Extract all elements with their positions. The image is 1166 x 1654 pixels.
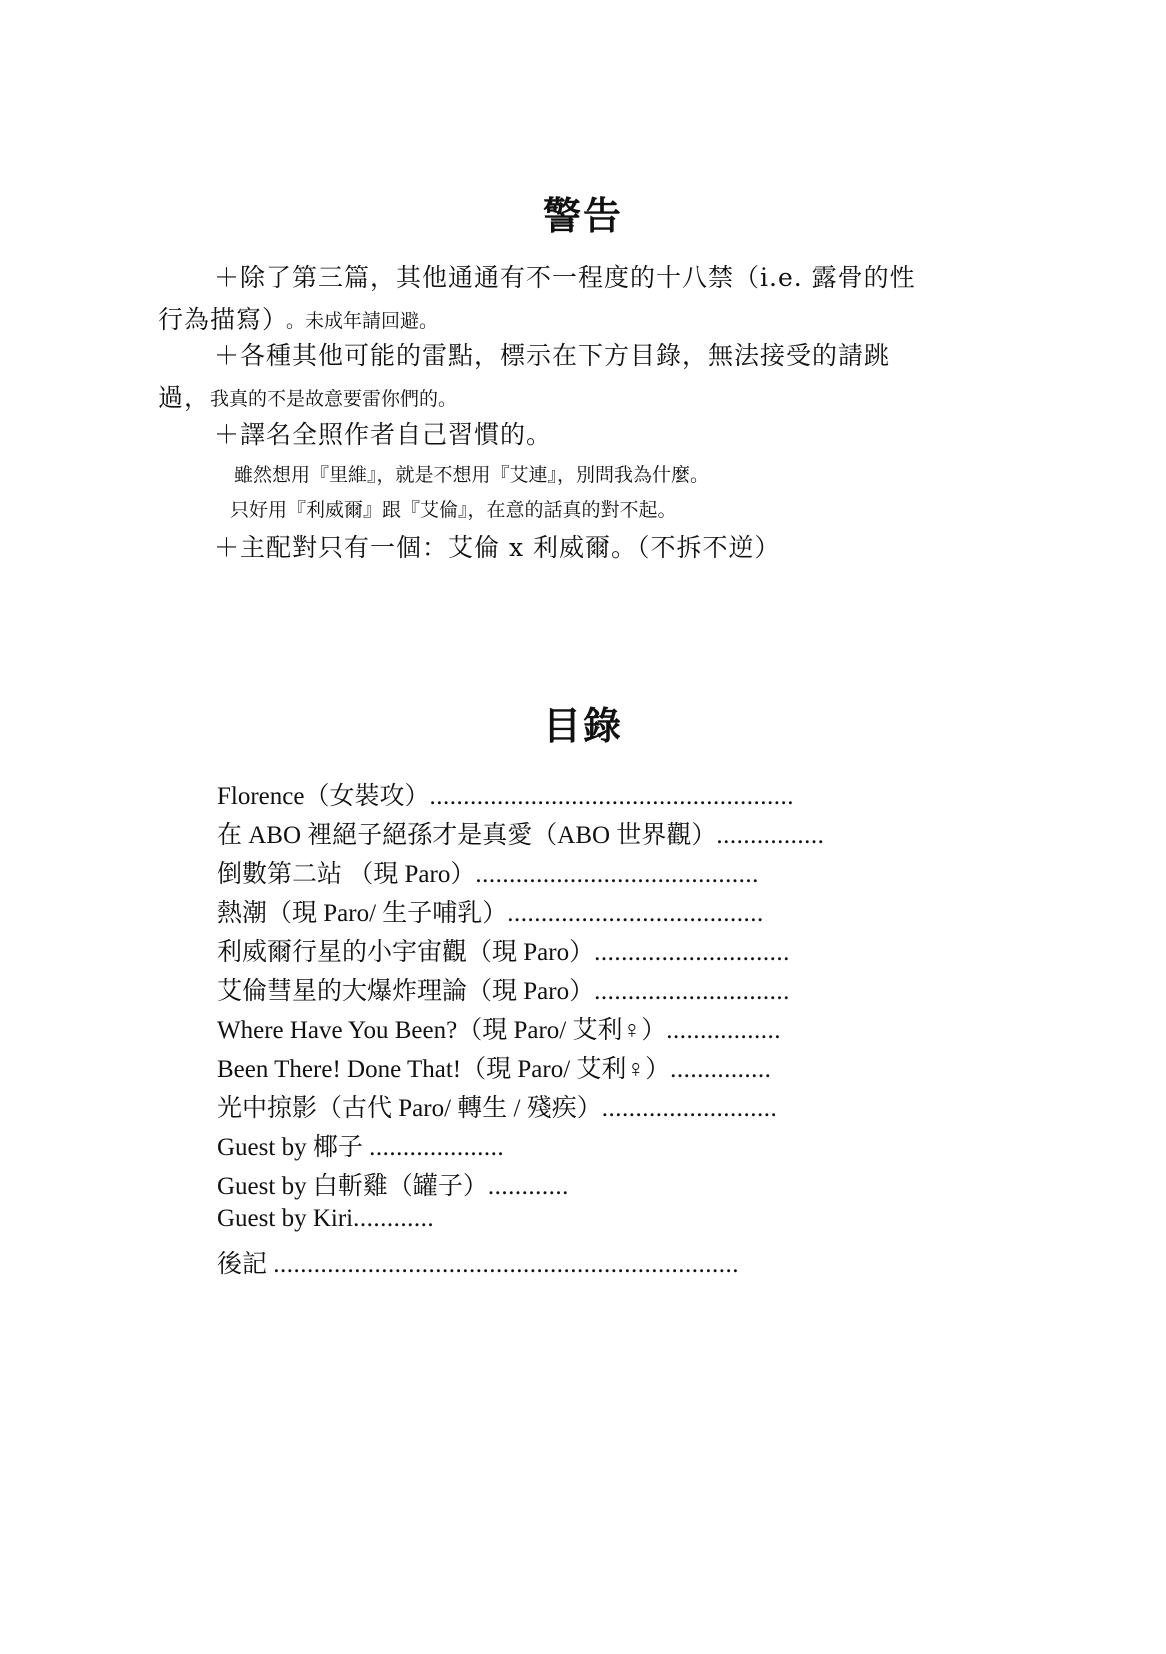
toc-item[interactable] [217,1088,777,1124]
toc-item[interactable] [217,815,824,851]
toc-item-leader: .......................... [601,1095,778,1122]
toc-item-leader: ............... [670,1056,772,1083]
toc-item-label: Guest by 白斬雞（罐子） [217,1173,488,1200]
toc-item[interactable] [217,893,764,929]
toc-item-label: 利威爾行星的小宇宙觀（現 Paro） [217,939,595,966]
toc-item-label: Guest by 椰子 [217,1134,370,1161]
warning-line: 只好用『利威爾』跟『艾倫』，在意的話真的對不起。 [230,499,677,521]
toc-title: 目錄 [542,704,623,748]
toc-item-label: 倒數第二站 （現 Paro） [217,861,476,888]
toc-item-label: Where Have You Been?（現 Paro/ 艾利♀） [217,1017,667,1044]
toc-item-leader: ..................................................................... [273,1251,740,1278]
warning-line: 過， [158,383,211,412]
toc-item[interactable] [217,854,759,890]
toc-item[interactable] [217,1010,781,1046]
toc-item-label: 後記 [217,1251,274,1278]
warning-line: ＋主配對只有一個：艾倫 x 利威爾。（不拆不逆） [214,533,781,562]
toc-item-label: 光中掠影（古代 Paro/ 轉生 / 殘疾） [217,1095,602,1122]
toc-item-label: 熱潮（現 Paro/ 生子哺乳） [217,900,508,927]
toc-item-label: 艾倫彗星的大爆炸理論（現 Paro） [217,978,595,1005]
toc-item-leader: ............ [353,1205,435,1232]
toc-item[interactable] [217,1127,504,1163]
warning-line: 雖然想用『里維』，就是不想用『艾連』，別問我為什麼。 [234,464,710,486]
toc-item-label: Florence（女裝攻） [217,783,430,810]
warning-line: 我真的不是故意要雷你們的。 [210,388,458,410]
toc-item-leader: ............................. [594,978,790,1005]
toc-item[interactable] [217,1049,771,1085]
toc-item-leader: ................ [716,822,825,849]
toc-item[interactable] [217,1166,569,1202]
toc-item[interactable] [217,971,790,1007]
toc-item[interactable] [217,932,790,968]
toc-item-label: Guest by Kiri [217,1205,354,1232]
toc-item-label: 在 ABO 裡絕子絕孫才是真愛（ABO 世界觀） [217,822,717,849]
toc-item[interactable] [217,1244,739,1280]
toc-item-leader: ...................................... [507,900,764,927]
toc-item[interactable] [217,776,794,812]
toc-item-leader: ............................. [594,939,790,966]
toc-item-leader: .......................................... [475,861,759,888]
warning-line: ＋各種其他可能的雷點，標示在下方目錄，無法接受的請跳 [214,341,891,370]
toc-item[interactable] [217,1205,434,1233]
warning-line: 行為描寫） [158,305,289,334]
toc-item-leader: ................. [666,1017,781,1044]
warning-line: ＋譯名全照作者自己習慣的。 [214,420,553,449]
toc-item-leader: .................... [369,1134,505,1161]
warning-line: ＋除了第三篇，其他通通有不一程度的十八禁（i.e. 露骨的性 [214,263,916,292]
warning-title: 警告 [542,194,623,238]
toc-item-leader: ...................................................... [429,783,794,810]
warning-line: 。未成年請回避。 [286,310,439,332]
toc-item-leader: ............ [487,1173,569,1200]
toc-item-label: Been There! Done That!（現 Paro/ 艾利♀） [217,1056,671,1083]
